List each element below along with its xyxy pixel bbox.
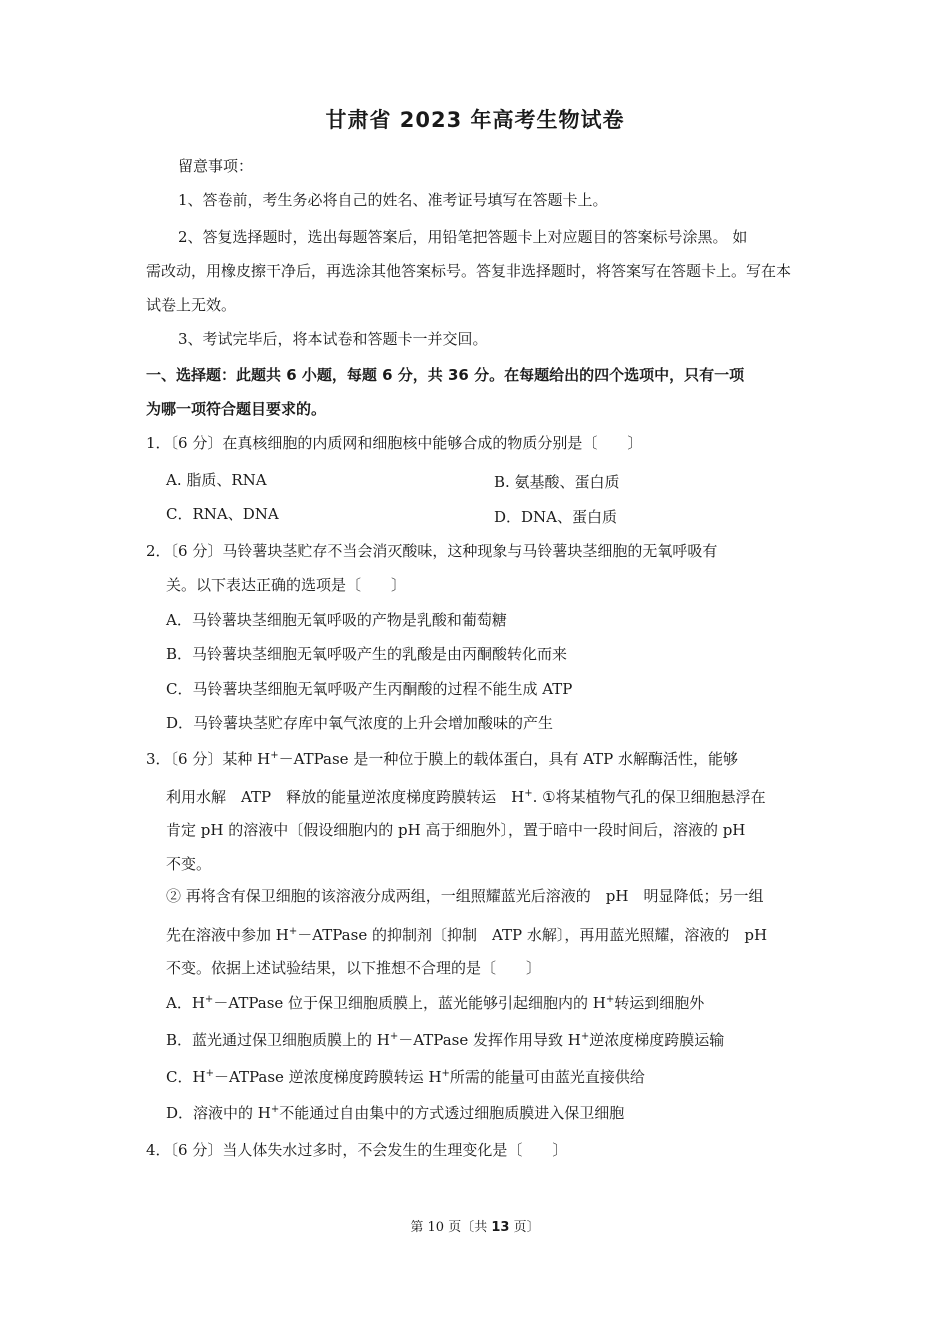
- question-3-stem-line-2: 利用水解 ATP 释放的能量逆浓度梯度跨膜转运 H+. ①将某植物气孔的保卫细胞悬浮在: [166, 788, 766, 806]
- question-2-option-b: B．马铃薯块茎细胞无氧呼吸产生的乳酸是由丙酮酸转化而来: [166, 645, 568, 663]
- question-1-option-a: A. 脂质、RNA: [166, 471, 267, 489]
- question-3-stem-line-3: 肯定 pH 的溶液中〔假设细胞内的 pH 高于细胞外〕，置于暗中一段时间后，溶液的 pH: [166, 821, 746, 839]
- page-title: 甘肃省 2023 年高考生物试卷: [325, 108, 625, 132]
- question-3-stem-line-7: 不变。依据上述试验结果，以下推想不合理的是〔 〕: [166, 959, 542, 977]
- question-1-stem: 1．〔6 分〕在真核细胞的内质网和细胞核中能够合成的物质分别是〔 〕: [146, 434, 643, 452]
- notice-item-2-line-1: 2、答复选择题时，选出每题答案后，用铅笔把答题卡上对应题目的答案标号涂黑。 如: [178, 228, 748, 246]
- notice-item-3: 3、考试完毕后，将本试卷和答题卡一并交回。: [178, 330, 488, 348]
- question-1-option-b: B. 氨基酸、蛋白质: [494, 473, 620, 491]
- question-3-option-b: B．蓝光通过保卫细胞质膜上的 H+－ATPase 发挥作用导致 H+逆浓度梯度跨膜运输: [166, 1031, 725, 1049]
- question-3-stem-line-1: 3．〔6 分〕某种 H+－ATPase 是一种位于膜上的载体蛋白，具有 ATP 水解酶活性，能够: [146, 750, 738, 768]
- section-heading-line-2: 为哪一项符合题目要求的。: [146, 400, 327, 418]
- question-1-option-d: D．DNA、蛋白质: [494, 508, 618, 526]
- notice-heading: 留意事项：: [178, 157, 254, 175]
- question-2-option-d: D．马铃薯块茎贮存库中氧气浓度的上升会增加酸味的产生: [166, 714, 554, 732]
- question-2-option-c: C．马铃薯块茎细胞无氧呼吸产生丙酮酸的过程不能生成 ATP: [166, 680, 573, 698]
- question-4-stem: 4．〔6 分〕当人体失水过多时，不会发生的生理变化是〔 〕: [146, 1141, 568, 1159]
- question-3-stem-line-4: 不变。: [166, 855, 212, 873]
- notice-item-2-line-2: 需改动，用橡皮擦干净后，再选涂其他答案标号。答复非选择题时，将答案写在答题卡上。写在本: [146, 262, 792, 280]
- question-3-option-d: D．溶液中的 H+不能通过自由集中的方式透过细胞质膜进入保卫细胞: [166, 1104, 625, 1122]
- question-2-stem-line-2: 关。以下表达正确的选项是〔 〕: [166, 576, 407, 594]
- question-2-option-a: A．马铃薯块茎细胞无氧呼吸的产物是乳酸和葡萄糖: [166, 611, 507, 629]
- page-footer: 第 10 页〔共 13 页〕: [410, 1220, 540, 1235]
- notice-item-1: 1、答卷前，考生务必将自己的姓名、准考证号填写在答题卡上。: [178, 191, 608, 209]
- section-heading-line-1: 一、选择题：此题共 6 小题，每题 6 分，共 36 分。在每题给出的四个选项中，只有一项: [146, 366, 745, 384]
- question-3-stem-line-6: 先在溶液中参加 H+－ATPase 的抑制剂〔抑制 ATP 水解〕，再用蓝光照耀，溶液的 pH: [166, 926, 768, 944]
- question-3-option-a: A．H+－ATPase 位于保卫细胞质膜上，蓝光能够引起细胞内的 H+转运到细胞外: [166, 994, 705, 1012]
- notice-item-2-line-3: 试卷上无效。: [146, 296, 237, 314]
- question-2-stem-line-1: 2．〔6 分〕马铃薯块茎贮存不当会消灭酸味，这种现象与马铃薯块茎细胞的无氧呼吸有: [146, 542, 718, 560]
- question-3-stem-line-5: ② 再将含有保卫细胞的该溶液分成两组，一组照耀蓝光后溶液的 pH 明显降低；另一组: [166, 887, 764, 905]
- question-1-option-c: C．RNA、DNA: [166, 505, 279, 523]
- question-3-option-c: C．H+－ATPase 逆浓度梯度跨膜转运 H+所需的能量可由蓝光直接供给: [166, 1068, 645, 1086]
